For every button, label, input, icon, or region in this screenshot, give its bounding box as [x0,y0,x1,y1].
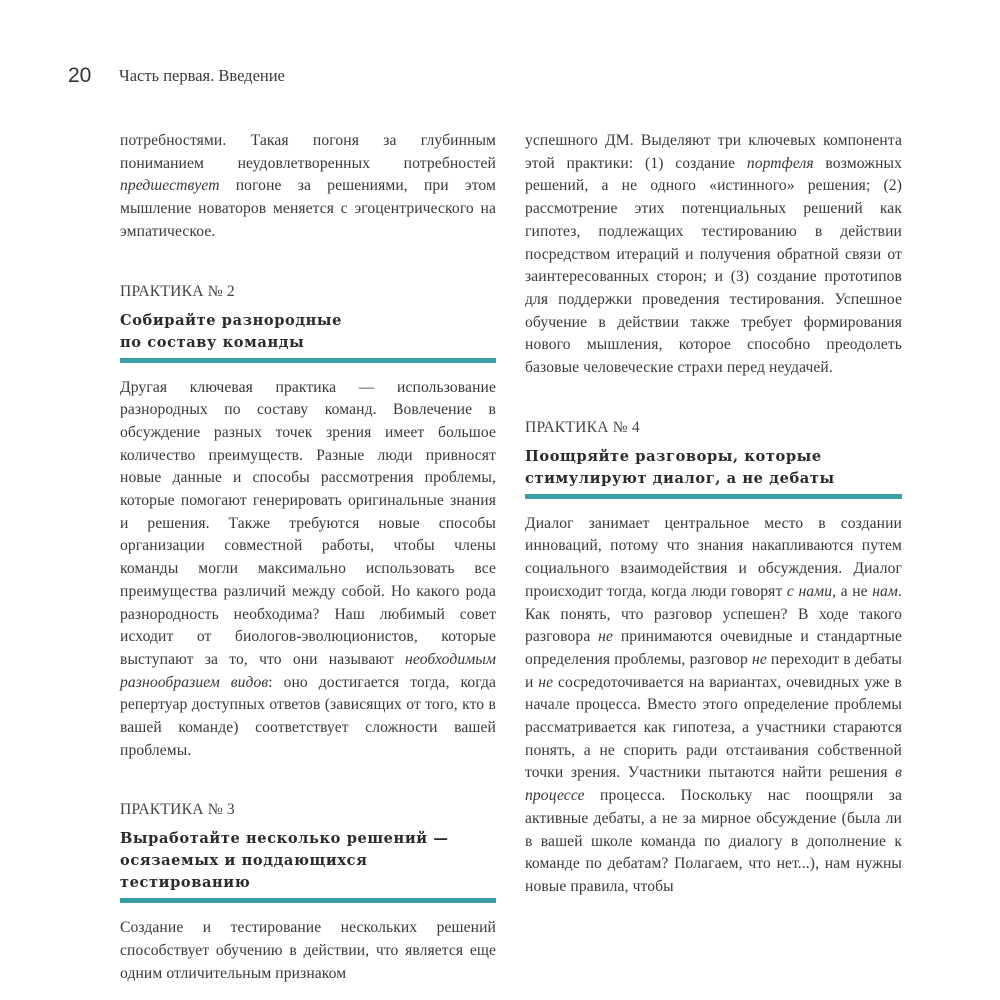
italic-text: не [598,628,614,646]
text-run: принимаются очевидные и стандартные определения проблемы, разговор [525,628,902,668]
text-run: процесса. Поскольку нас поощряли за активные дебаты, а не за мирное обсуждение (была ли в вашей школе команда по диалогу в дополнение к команде по дебатам? Полагаем, что нет...), нам нужны новые правила, чтобы [525,787,902,895]
text-run: возможных решений, а не одного «истинного» решения; (2) рассмотрение этих потенциальных решений как гипотез, подлежащих тестированию в действии посредством итераций и получения обратной связи от заинтересованных сторон; и (3) создание прототипов для поддержки проведения тестирования. Успешное обучение в действии также требует формирования нового мышления, которое способно преодолеть базовые человеческие страхи перед неудачей. [525,154,902,377]
italic-text: не [538,673,554,691]
text-run: Диалог занимает центральное место в создании инноваций, потому что знания накапливаются путем социального взаимодействия и обсуждения. Диалог происходит тогда, когда люди говорят [525,514,902,600]
continued-paragraph [525,130,902,380]
italic-text: необходимым разнообразием видов [120,650,496,691]
practice-title [120,310,496,354]
right-column [525,130,902,899]
italic-text: нам [872,582,898,600]
practice-4-section [525,418,902,899]
text-run: успешного ДМ. Выделяют три ключевых компонента этой практики: (1) создание [525,132,902,172]
text-run: погоне за решениями, при этом мышление новаторов меняется с эгоцентрического на эмпатическое. [120,177,496,240]
practice-title [120,828,496,894]
accent-divider [120,898,496,903]
practice-paragraph [120,377,496,763]
left-column [120,130,496,986]
intro-paragraph [120,130,496,244]
text-run: : оно достигается тогда, когда репертуар доступных ответов (зависящих от того, кто в вашей команде) соответствует сложности вашей проблемы. [120,673,496,759]
practice-paragraph [525,513,902,899]
italic-text: с нами [786,582,833,600]
accent-divider [120,358,496,363]
practice-3-section [120,800,496,985]
title-line: Собирайте разнородные [120,311,343,329]
italic-text: не [752,650,767,668]
text-run: переходит в дебаты и [525,650,902,691]
practice-label: ПРАКТИКА № 3 [120,801,235,819]
text-run: . Как понять, что разговор успешен? В ходе такого разговора [525,582,902,646]
practice-label: ПРАКТИКА № 4 [525,418,640,436]
practice-2-section [120,282,496,763]
text-run: Другая ключевая практика — использование разнородных по составу команд. Вовлечение в обсуждение разных точек зрения имеет большое количество преимуществ. Разные люди привносят новые данные и способы рассмотрения проблемы, которые помогают генерировать оригинальные знания и решения. Также требуются новые способы организации совместной работы, чтобы члены команды могли максимально использовать все преимущества различий между собой. Но какого рода разнородность необходима? Наш любимый совет исходит от биологов-эволюционистов, которые выступают за то, что они называют [120,378,496,668]
italic-text: в процессе [525,764,902,805]
text-run: потребностями. Такая погоня за глубинным пониманием неудовлетворенных потребностей [120,132,496,172]
practice-label: ПРАКТИКА № 2 [120,282,235,300]
accent-divider [525,494,902,499]
page-number: 20 [68,64,92,87]
text-run: , а не [832,582,873,600]
italic-text: предшествует [120,177,220,195]
title-line: осязаемых и поддающихся тестированию [120,852,368,892]
running-head: Часть первая. Введение [119,66,285,85]
title-line: стимулируют диалог, а не дебаты [525,469,835,487]
italic-text: портфеля [746,154,814,172]
title-line: Поощряйте разговоры, которые [525,447,822,465]
title-line: Выработайте несколько решений — [120,830,449,848]
text-run: сосредоточивается на вариантах, очевидных уже в начале процесса. Вместо этого определение проблемы рассматривается как гипотеза, а участники стараются понять, а не спорить ради отстаивания собственной точки зрения. Участники пытаются найти решения [525,673,902,782]
practice-paragraph: Создание и тестирование нескольких решений способствует обучению в действии, что является еще одним отличительным признаком [120,919,496,982]
title-line: по составу команды [120,333,305,351]
practice-title [525,446,902,490]
